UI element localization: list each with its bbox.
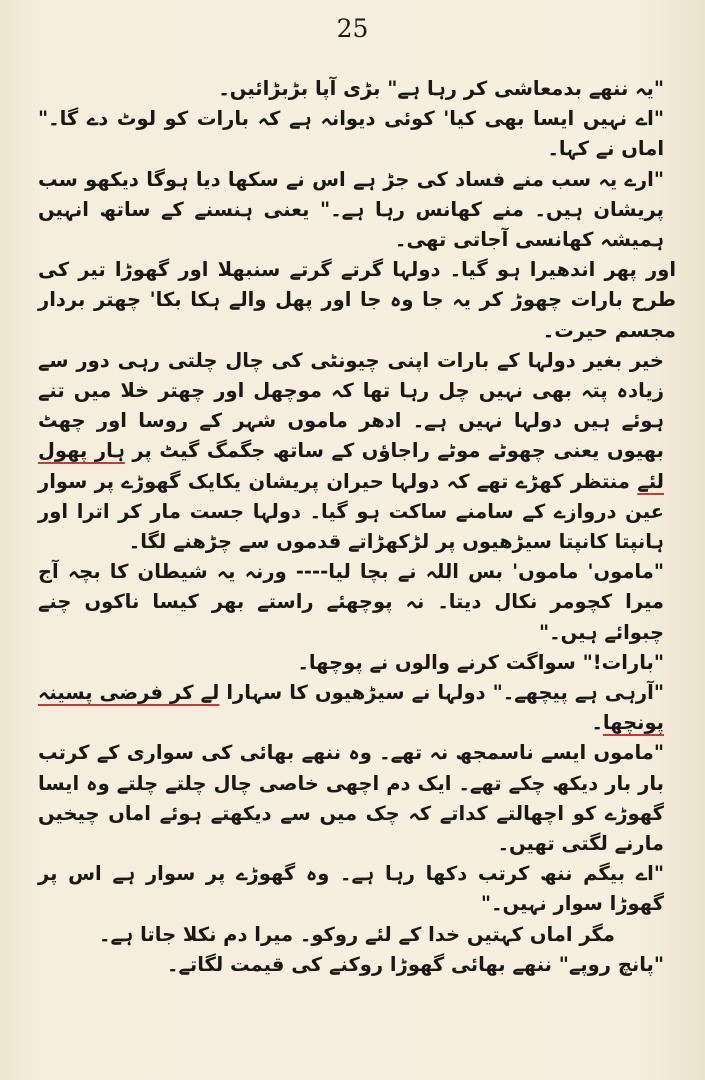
paragraph-7: "بارات!" سواگت کرنے والوں نے پوچھا۔ [297,650,664,674]
paragraph-5-text-after: منتظر کھڑے تھے کہ دولہا حیران پریشان یکایک گھوڑے پر سوار عین دروازے کے سامنے ساکت ہو گیا۔ دولہا جست مار کر اترا اور ہانپتا کانپتا سیڑھیوں پر لڑکھڑاتے قدموں سے چڑھنے لگا۔ [38,469,664,554]
body-text [38,74,676,980]
page-number: 25 [336,14,369,43]
paragraph-1: "یہ ننھے بدمعاشی کر رہا ہے" بڑی آپا بڑبڑائیں۔ [218,77,664,100]
paragraph-8-text-after: ۔ [591,711,603,735]
paragraph-8-underlined-text: لے کر فرضی پسینہ پونچھا [38,681,664,735]
paragraph-6: "ماموں' ماموں' بس اللہ نے بچا لیا---- ورنہ یہ شیطان کا بچہ آج میرا کچومر نکال دیتا۔ نہ پوچھئے راستے بھر کیسا ناکوں چنے چبوائے ہیں۔" [38,560,664,644]
paragraph-3: "ارے یہ سب منے فساد کی جڑ ہے اس نے سکھا دیا ہوگا دیکھو سب پریشان ہیں۔ منے کھانس رہا ہے۔" یعنی ہنسنے کے ساتھ انہیں ہمیشہ کھانسی آجاتی تھی۔ [38,167,664,252]
paragraph-11: مگر اماں کہتیں خدا کے لئے روکو۔ میرا دم نکلا جاتا ہے۔ [99,922,615,946]
paragraph-8-text-before: "آرہی ہے پیچھے۔" دولہا نے سیڑھیوں کا سہارا [219,681,664,705]
paragraph-9: "ماموں ایسے ناسمجھ نہ تھے۔ وہ ننھے بھائی کی سواری کے کرتب بار بار دیکھ چکے تھے۔ ایک دم اچھی خاصی چال چلتے چلتے وہ ایسا گھوڑے کو اچھالتے کداتے کہ چک میں سے دیکھتے ہوئے اماں چیخیں مارنے لگتی تھیں۔ [38,741,664,856]
paragraph-4: اور پھر اندھیرا ہو گیا۔ دولہا گرتے گرتے سنبھلا اور گھوڑا تیر کی طرح بارات چھوڑ کر یہ جا وہ جا اور پھل والے ہکا بکا' چھتر بردار مجسم حیرت۔ [38,258,676,342]
paragraph-10: "اے بیگم ننھ کرتب دکھا رہا ہے۔ وہ گھوڑے پر سوار ہے اس پر گھوڑا سوار نہیں۔" [38,862,664,916]
paragraph-2: "اے نہیں ایسا بھی کیا' کوئی دیوانہ ہے کہ بارات کو لوٹ دے گا۔" اماں نے کہا۔ [38,107,664,161]
paragraph-5-text-before: خیر بغیر دولہا کے بارات اپنی چیونٹی کی چال چلتی رہی دور سے زیادہ پتہ بھی نہیں چل رہا تھا کہ موچھل اور چھتر خلا میں تنے ہوئے ہیں دولہا نہیں ہے۔ ادھر ماموں شہر کے روسا اور چھٹ بھیوں یعنی چھوٹے موٹے راجاؤں کے ساتھ جگمگ گیٹ پر [38,348,665,463]
paragraph-8 [38,678,676,738]
paragraph-5 [38,346,676,557]
paragraph-12: "پانچ روپے" ننھے بھائی گھوڑا روکنے کی قیمت لگاتے۔ [167,952,664,976]
paragraph-5-underlined-text: ہار پھول لئے [38,439,664,493]
